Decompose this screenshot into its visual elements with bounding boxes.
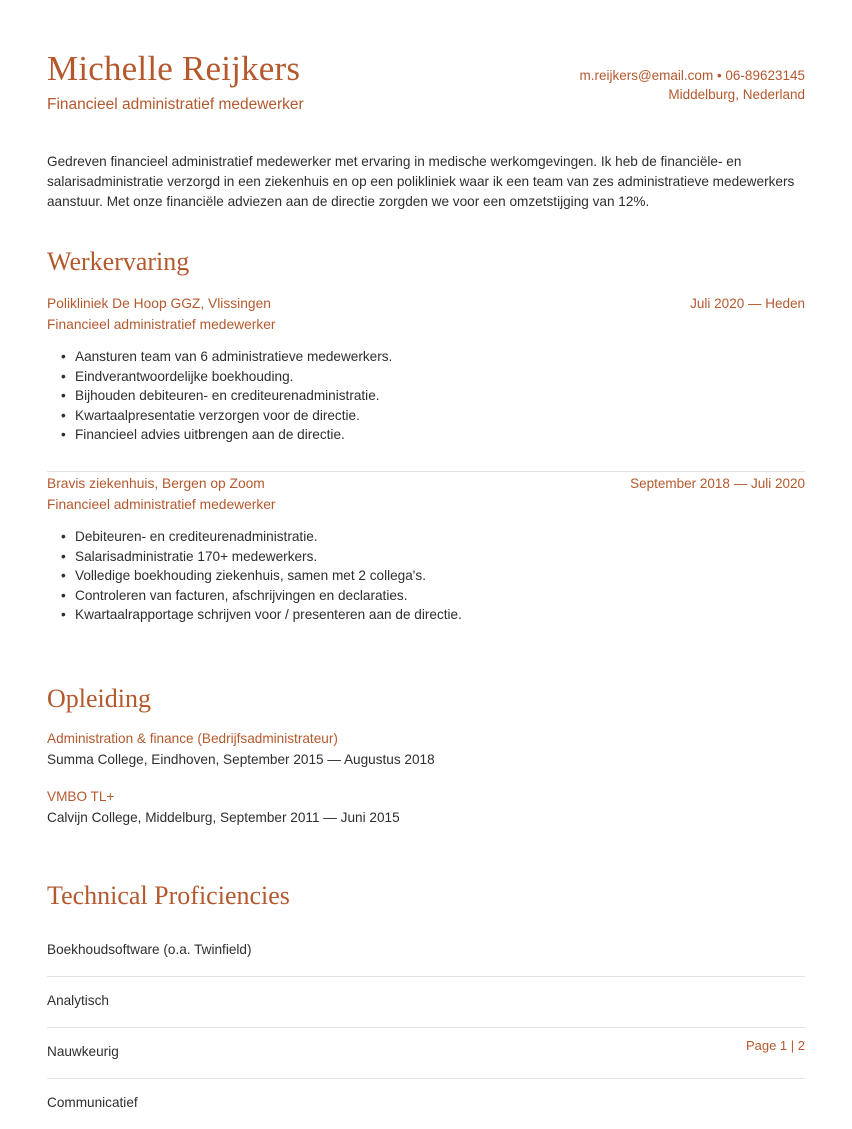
list-item	[47, 605, 805, 625]
bullet-dot-icon: •	[61, 568, 66, 584]
bullet-text: Bijhouden debiteuren- en crediteurenadministratie.	[75, 388, 380, 404]
list-item	[47, 386, 805, 406]
bullet-dot-icon: •	[61, 349, 66, 364]
skill-item: Nauwkeurig	[47, 1028, 805, 1079]
list-item	[47, 586, 805, 606]
experience-entry-head	[47, 474, 805, 494]
skill-item: Analytisch	[47, 977, 805, 1028]
contact-email-phone: m.reijkers@email.com • 06-89623145	[579, 68, 805, 83]
bullet-dot-icon: •	[61, 607, 66, 623]
experience-bullet-list	[47, 527, 805, 625]
bullet-text: Kwartaalrapportage schrijven voor / presenteren aan de directie.	[75, 607, 462, 623]
section-title-education: Opleiding	[47, 683, 151, 713]
experience-organization: Polikliniek De Hoop GGZ, Vlissingen	[47, 296, 271, 311]
experience-bullet-list	[47, 347, 805, 445]
list-item	[47, 406, 805, 426]
education-meta: Calvijn College, Middelburg, September 2011 — Juni 2015	[47, 809, 400, 825]
section-experience	[47, 246, 805, 625]
list-item	[47, 347, 805, 367]
skill-item: Communicatief	[47, 1094, 138, 1110]
candidate-job-title: Financieel administratief medewerker	[47, 96, 304, 113]
experience-role: Financieel administratief medewerker	[47, 496, 276, 512]
experience-entry	[47, 472, 805, 625]
profile-summary: Gedreven financieel administratief medewerker met ervaring in medische werkomgevingen. Ik heb de financiële- en salarisadministratie verzorgd in een ziekenhuis en op een polikliniek waar ik een team van zes administratieve medewerkers aanstuur. Met onze financiële adviezen aan de directie zorgden we voor een omzetstijging van 12%.	[47, 154, 795, 209]
section-skills	[47, 880, 805, 1129]
contact-info	[579, 48, 805, 104]
bullet-dot-icon: •	[61, 388, 66, 404]
bullet-dot-icon: •	[61, 528, 66, 544]
bullet-dot-icon: •	[61, 587, 66, 603]
bullet-text: Eindverantwoordelijke boekhouding.	[75, 368, 294, 384]
education-degree: VMBO TL+	[47, 788, 115, 804]
list-item	[47, 367, 805, 387]
bullet-text: Controleren van facturen, afschrijvingen en declaraties.	[75, 587, 408, 603]
bullet-text: Salarisadministratie 170+ medewerkers.	[75, 548, 318, 564]
skills-list	[47, 926, 805, 1129]
bullet-text: Volledige boekhouding ziekenhuis, samen met 2 collega's.	[75, 568, 426, 584]
bullet-dot-icon: •	[61, 407, 66, 423]
bullet-text: Financieel advies uitbrengen aan de directie.	[75, 427, 345, 443]
list-item	[47, 425, 805, 445]
bullet-dot-icon: •	[61, 368, 66, 384]
header-identity	[47, 48, 579, 116]
section-title-experience: Werkervaring	[47, 247, 190, 276]
experience-dates: Juli 2020 — Heden	[690, 296, 805, 311]
section-title-skills: Technical Proficiencies	[47, 880, 290, 910]
experience-role: Financieel administratief medewerker	[47, 317, 276, 332]
contact-location: Middelburg, Nederland	[668, 87, 805, 102]
education-meta: Summa College, Eindhoven, September 2015 — Augustus 2018	[47, 751, 435, 767]
candidate-name: Michelle Reijkers	[47, 49, 301, 88]
bullet-text: Kwartaalpresentatie verzorgen voor de directie.	[75, 407, 360, 423]
experience-entry	[47, 292, 805, 445]
list-item	[47, 566, 805, 586]
experience-organization: Bravis ziekenhuis, Bergen op Zoom	[47, 475, 265, 491]
bullet-text: Aansturen team van 6 administratieve medewerkers.	[75, 349, 393, 364]
section-education	[47, 683, 805, 828]
experience-dates: September 2018 — Juli 2020	[630, 475, 805, 491]
list-item	[47, 547, 805, 567]
bullet-dot-icon: •	[61, 548, 66, 564]
list-item	[47, 527, 805, 547]
page-footer: Page 1 | 2	[745, 1038, 805, 1053]
bullet-dot-icon: •	[61, 427, 66, 443]
bullet-text: Debiteuren- en crediteurenadministratie.	[75, 528, 318, 544]
skill-item: Boekhoudsoftware (o.a. Twinfield)	[47, 926, 805, 977]
education-entry	[47, 787, 805, 828]
education-degree: Administration & finance (Bedrijfsadministrateur)	[47, 730, 338, 746]
education-entry	[47, 729, 805, 770]
experience-entry-head	[47, 294, 805, 314]
resume-header	[47, 48, 805, 116]
